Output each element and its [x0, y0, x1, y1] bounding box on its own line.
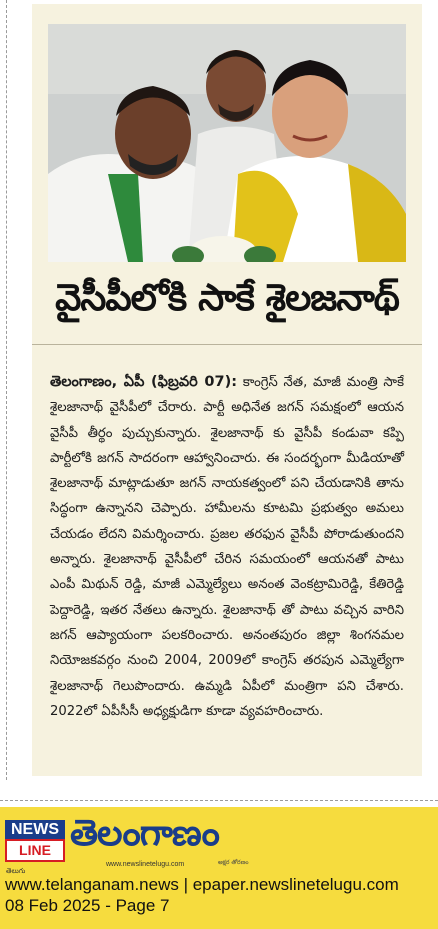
edition-date-page: 08 Feb 2025 - Page 7	[5, 896, 170, 915]
article-headline: వైసీపీలోకి సాకే శైలజనాథ్	[55, 276, 399, 319]
cut-line-vertical	[6, 0, 7, 780]
news-photo	[48, 24, 406, 262]
divider	[32, 344, 422, 345]
newspaper-clipping	[32, 4, 422, 776]
logo-line-text: LINE	[5, 839, 65, 862]
news-photo-illustration	[48, 24, 406, 262]
logo-news-text: NEWS	[5, 820, 65, 839]
newsline-logo	[5, 820, 65, 862]
brand-title: తెలంగాణం	[70, 813, 219, 854]
cut-line-horizontal	[0, 800, 438, 801]
brand-tagline: అక్షర తోరణం	[218, 859, 249, 866]
article-body	[50, 370, 404, 724]
epaper-footer	[0, 807, 438, 929]
brand-url: www.newslinetelugu.com	[106, 861, 185, 868]
article-dateline: తెలంగాణం, ఏపీ (ఫిబ్రవరి 07):	[50, 374, 238, 390]
article-text: కాంగ్రెస్ నేత, మాజీ మంత్రి సాకే శైలజానాథ్ వైసీపీలో చేరారు. పార్టీ అధినేత జగన్ సమక్షంలో ఆయన వైసీపీ తీర్థం పుచ్చుకున్నారు. శైలజానాథ్ కు వైసీపీ కండువా కప్పి పార్టీలోకి జగన్ సాదరంగా ఆహ్వానించారు. ఈ సందర్భంగా మీడియాతో శైలజానాథ్ మాట్లాడుతూ జగన్ నాయకత్వంలో పని చేయడానికి తాను సిద్ధంగా ఉన్నానని చెప్పారు. హామీలను కూటమి ప్రభుత్వం అమలు చేయడం లేదని విమర్శించారు. ప్రజల తరఫున వైసీపీ పోరాడుతుందని అన్నారు. శైలజానాథ్ వైసీపీలో చేరిన సమయంలో ఆయనతో పాటు ఎంపీ మిథున్ రెడ్డి, మాజీ ఎమ్మెల్యేలు అనంత వెంకట్రామిరెడ్డి, కేతిరెడ్డి పెద్దారెడ్డి, ఇతర నేతలు ఉన్నారు. శైలజానాథ్ తో పాటు వచ్చిన వారిని జగన్ ఆప్యాయంగా పలకరించారు. అనంతపురం జిల్లా శింగనమల నియోజకవర్గం నుంచి 2004, 2009లో కాంగ్రెస్ తరపున ఎమ్మెల్యేగా శైలజానాథ్ గెలుపొందారు. ఉమ్మడి ఏపీలో మంత్రిగా పని చేశారు. 2022లో ఏపీసీసీ అధ్యక్షుడిగా కూడా వ్యవహరించారు.	[50, 375, 404, 719]
site-links: www.telanganam.news | epaper.newslinetelugu.com	[5, 875, 399, 894]
logo-subtitle: తెలుగు	[6, 867, 26, 875]
